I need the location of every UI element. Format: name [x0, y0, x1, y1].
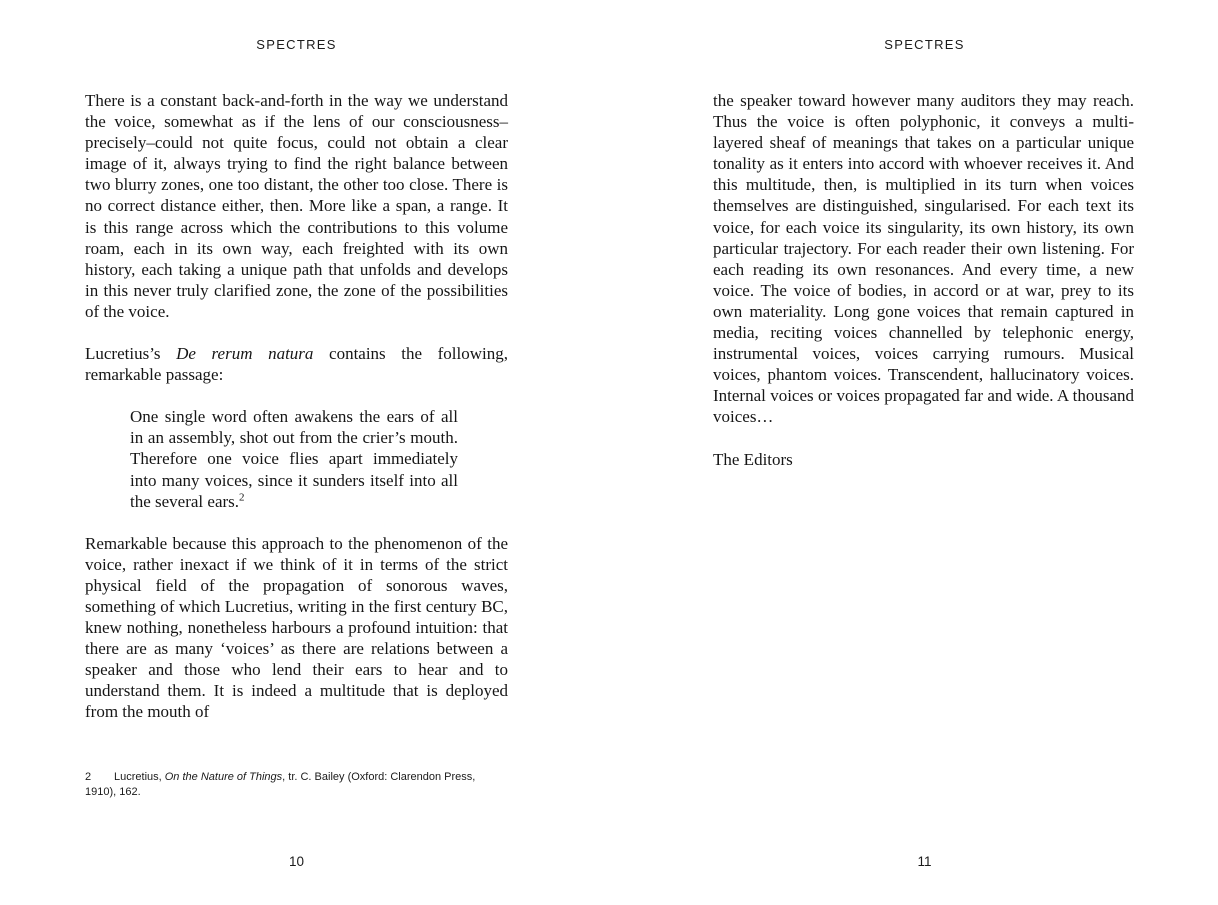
body-text-right — [713, 90, 1134, 470]
page-number-left: 10 — [288, 854, 305, 869]
running-header-left: SPECTRES — [256, 37, 337, 52]
page-number-right: 11 — [917, 854, 932, 869]
paragraph-continuation: the speaker toward however many auditors they may reach. Thus the voice is often polyphonic, it conveys a multi-layered sheaf of meanings that takes on a particular unique tonality as it enters into accord with whoever receives it. And this multitude, then, is multiplied in its turn when voices themselves are distinguished, singularised. For each text its voice, for each voice its singularity, its own history, its own particular trajectory. For each reader their own listening. For each reading its own resonances. And every time, a new voice. The voice of bodies, in accord or at war, prey to its own materiality. Long gone voices that remain captured in media, reciting voices channelled by telephonic energy, instrumental voices, voices carrying rumours. Musical voices, phantom voices. Transcendent, hallucinatory voices. Internal voices or voices propagated far and wide. A thousand voices… — [713, 91, 1134, 427]
text-run: , tr. C. Bailey (Oxford: Clarendon Press, 1910), 162. — [85, 771, 476, 798]
book-title-italic: De rerum natura — [176, 344, 314, 364]
text-run: Lucretius, — [114, 771, 165, 783]
page-right — [609, 0, 1218, 905]
text-run: Lucretius’s — [85, 344, 177, 364]
footnote — [85, 770, 508, 799]
paragraph-commentary: Remarkable because this approach to the phenomenon of the voice, rather inexact if we think of it in terms of the strict physical field of the propagation of sonorous waves, something of which Lucretius, writing in the first century BC, knew nothing, nonetheless harbours a profound intuition: that there are as many ‘voices’ as there are relations between a speaker and those who lend their ears to hear and to understand them. It is indeed a multitude that is deployed from the mouth of — [85, 533, 508, 722]
paragraph-lucretius-lead — [85, 343, 508, 385]
body-text-left — [85, 90, 508, 723]
book-title-italic: On the Nature of Things — [164, 771, 283, 783]
running-header-right: SPECTRES — [884, 37, 965, 52]
block-quote — [130, 406, 458, 511]
text-run: contains the following, remarkable passage: — [85, 344, 508, 385]
footnote-number: 2 — [85, 771, 92, 783]
quote-text: One single word often awakens the ears of all in an assembly, shot out from the crier’s mouth. Therefore one voice flies apart immediately into many voices, since it sunders itself into all the several ears. — [130, 407, 458, 511]
paragraph-intro: There is a constant back-and-forth in the way we understand the voice, somewhat as if the lens of our consciousness–precisely–could not quite focus, could not obtain a clear image of it, always trying to find the right balance between two blurry zones, one too distant, the other too close. There is no correct distance either, then. More like a span, a range. It is this range across which the contributions to this volume roam, each in its own way, each freighted with its own history, each taking a unique path that unfolds and develops in this never truly clarified zone, the zone of the possibilities of the voice. — [85, 91, 508, 321]
editors-signature: The Editors — [713, 449, 793, 469]
footnote-reference: 2 — [239, 490, 245, 503]
